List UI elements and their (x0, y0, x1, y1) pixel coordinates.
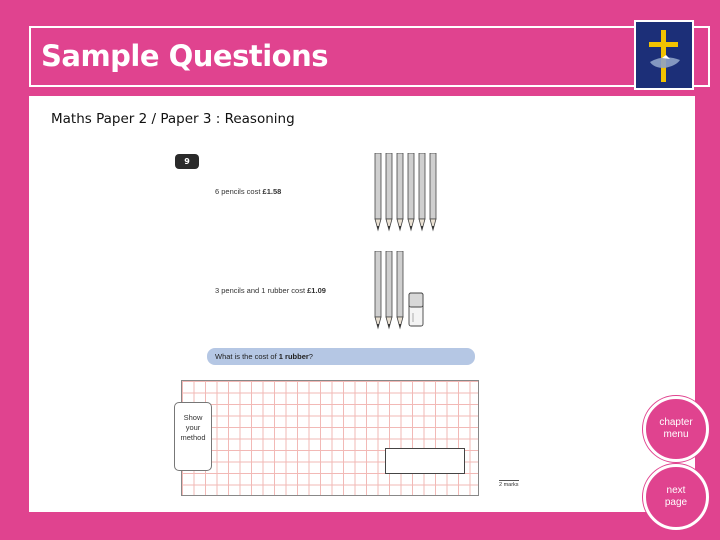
prompt-suffix: ? (308, 352, 313, 361)
show-method-line-1: Show (183, 413, 203, 422)
question-line-1 (215, 187, 281, 196)
title-bar (29, 26, 710, 87)
six-pencils-illustration (373, 153, 441, 237)
school-crest-icon (634, 20, 694, 90)
chapter-menu-button[interactable] (643, 396, 709, 462)
page-title: Sample Questions (41, 39, 328, 73)
show-method-line-3: method (180, 433, 206, 442)
paper-subtitle: Maths Paper 2 / Paper 3 : Reasoning (51, 111, 295, 127)
line1-text: 6 pencils cost (215, 187, 263, 196)
answer-box[interactable] (385, 448, 465, 474)
line2-text: 3 pencils and 1 rubber cost (215, 286, 308, 295)
chapter-menu-label: chapter menu (659, 417, 693, 440)
show-method-line-2: your (185, 423, 201, 432)
prompt-bold-text: 1 rubber (278, 352, 309, 361)
question-number-badge: 9 (175, 154, 199, 169)
pencil-icon (375, 153, 436, 230)
working-grid[interactable] (181, 380, 479, 496)
show-your-method-label (174, 402, 212, 471)
line1-amount: £1.58 (262, 187, 282, 196)
next-page-button[interactable] (643, 464, 709, 530)
prompt-text: What is the cost of (215, 352, 279, 361)
three-pencils-and-rubber-illustration (373, 251, 433, 335)
eraser-icon (409, 293, 423, 326)
question-prompt-bar (207, 348, 475, 365)
question-line-2 (215, 286, 326, 295)
marks-label: 2 marks (499, 482, 519, 488)
line2-amount: £1.09 (307, 286, 326, 295)
worksheet-panel (29, 96, 695, 512)
next-page-label: next page (664, 485, 688, 508)
pencil-icon (375, 251, 403, 328)
